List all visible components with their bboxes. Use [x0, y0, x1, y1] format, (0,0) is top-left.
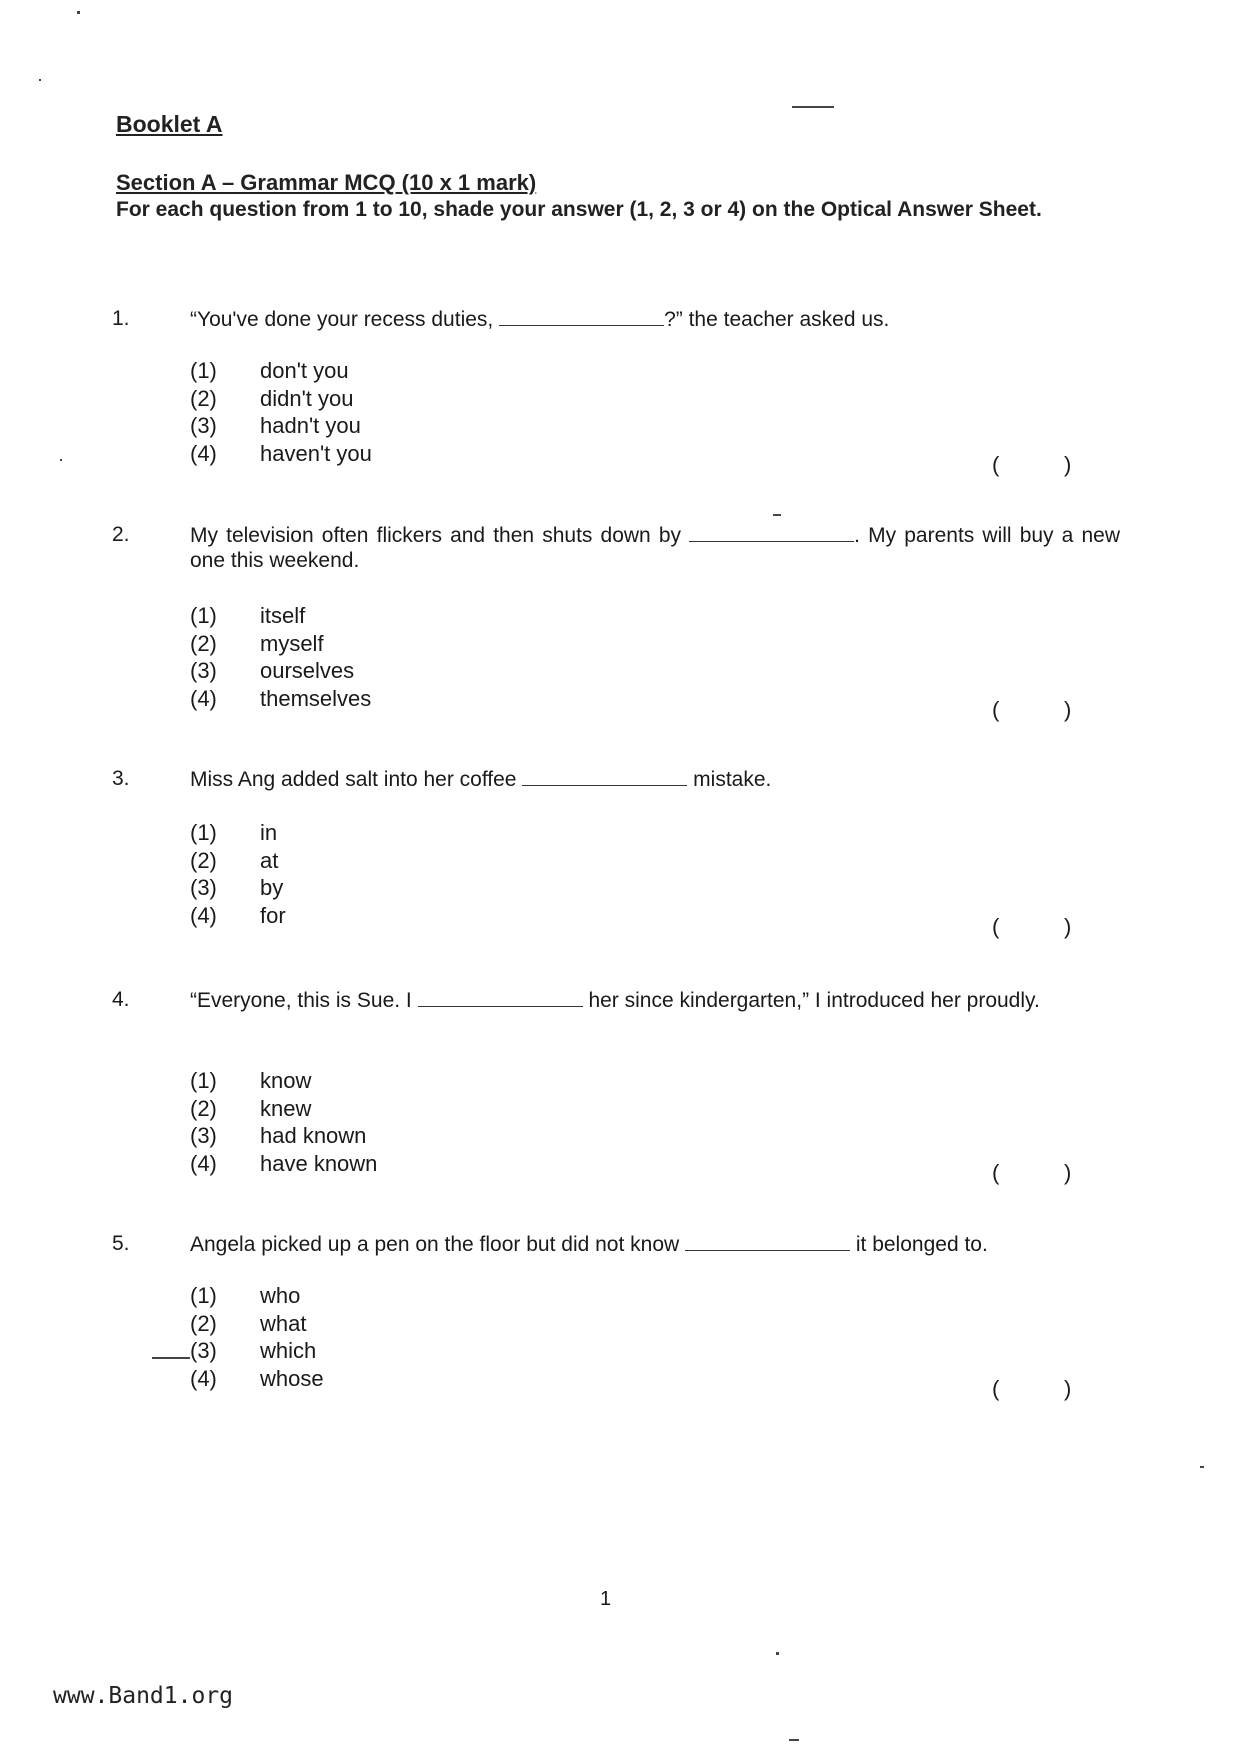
question-text-before: My television often flickers and then shuts down by [190, 524, 690, 547]
bracket-open: ( [992, 914, 1000, 939]
bracket-close: ) [1064, 697, 1072, 722]
question-text [190, 767, 1120, 792]
option-text: ourselves [260, 658, 355, 683]
option-number: (1) [190, 1283, 217, 1308]
scan-speck [77, 11, 80, 14]
option-number: (2) [190, 1310, 217, 1336]
question-text [190, 988, 1120, 1013]
bracket-open: ( [992, 1376, 1000, 1401]
option-number: (4) [190, 440, 217, 466]
option-number: (1) [190, 1068, 217, 1093]
bracket-open: ( [992, 452, 1000, 477]
option-number: (4) [190, 902, 217, 928]
option-text: what [260, 1310, 307, 1336]
option-text: hadn't you [260, 413, 361, 438]
answer-blank [418, 990, 583, 1007]
bracket-open: ( [992, 1160, 1000, 1185]
answer-bracket[interactable] [992, 452, 1072, 478]
question-text-after: ?” the teacher asked us. [664, 308, 890, 331]
option-number: (2) [190, 385, 217, 411]
option-number: (4) [190, 1365, 217, 1391]
scan-speck [60, 459, 62, 461]
option-text: know [260, 1068, 312, 1093]
question-text-after: . My parents will buy a new one this weekend. [190, 524, 1120, 572]
footer-url[interactable]: www.Band1.org [53, 1683, 234, 1709]
question-number: 3. [112, 767, 130, 790]
option-text: which [260, 1338, 317, 1363]
option-text: have known [260, 1150, 378, 1176]
option-number: (4) [190, 1150, 217, 1176]
question-text-before: “Everyone, this is Sue. I [190, 989, 418, 1012]
option-number: (1) [190, 358, 217, 383]
option-text: knew [260, 1095, 312, 1121]
question-number: 4. [112, 988, 130, 1011]
option-text: in [260, 820, 278, 845]
option-text: itself [260, 603, 306, 628]
instructions: For each question from 1 to 10, shade your answer (1, 2, 3 or 4) on the Optical Answer Sheet. [116, 198, 1042, 221]
question-text [190, 1232, 1120, 1257]
bracket-close: ) [1064, 452, 1072, 477]
question-number: 2. [112, 523, 130, 546]
scan-speck [773, 514, 781, 516]
answer-bracket[interactable] [992, 1160, 1072, 1186]
stray-pen-mark [152, 1357, 190, 1359]
answer-blank [522, 769, 687, 786]
question-text-after: her since kindergarten,” I introduced her proudly. [582, 989, 1040, 1012]
scan-speck [39, 79, 41, 81]
question-text-before: Angela picked up a pen on the floor but did not know [190, 1233, 686, 1256]
bracket-close: ) [1064, 914, 1072, 939]
answer-bracket[interactable] [992, 914, 1072, 940]
answer-blank [685, 1234, 850, 1251]
option-text: who [260, 1283, 301, 1308]
scan-speck [789, 1739, 799, 1741]
option-text: for [260, 902, 286, 928]
scan-speck [776, 1652, 779, 1655]
option-number: (3) [190, 1338, 217, 1363]
answer-bracket[interactable] [992, 1376, 1072, 1402]
option-number: (2) [190, 1095, 217, 1121]
section-title: Section A – Grammar MCQ (10 x 1 mark) [116, 170, 537, 195]
bracket-close: ) [1064, 1160, 1072, 1185]
bracket-open: ( [992, 697, 1000, 722]
option-text: haven't you [260, 440, 372, 466]
question-text-before: “You've done your recess duties, [190, 308, 500, 331]
option-number: (3) [190, 1123, 217, 1148]
option-number: (3) [190, 658, 217, 683]
question-text [190, 307, 1120, 332]
answer-bracket[interactable] [992, 697, 1072, 723]
scan-speck [1200, 1466, 1204, 1468]
option-text: themselves [260, 685, 372, 711]
option-text: didn't you [260, 385, 354, 411]
question-text [190, 523, 1120, 573]
question-text-after: mistake. [687, 768, 772, 791]
option-text: at [260, 847, 279, 873]
booklet-title: Booklet A [116, 111, 223, 137]
question-text-before: Miss Ang added salt into her coffee [190, 768, 523, 791]
answer-blank [689, 525, 854, 542]
page-number: 1 [600, 1588, 612, 1610]
option-number: (3) [190, 875, 217, 900]
option-text: whose [260, 1365, 324, 1391]
stray-pen-mark [792, 106, 834, 108]
option-number: (2) [190, 847, 217, 873]
option-number: (1) [190, 820, 217, 845]
option-number: (4) [190, 685, 217, 711]
question-text-after: it belonged to. [850, 1233, 988, 1256]
question-number: 1. [112, 307, 130, 330]
option-number: (2) [190, 630, 217, 656]
answer-blank [499, 309, 664, 326]
option-number: (3) [190, 413, 217, 438]
option-text: myself [260, 630, 324, 656]
option-text: had known [260, 1123, 367, 1148]
question-number: 5. [112, 1232, 130, 1255]
option-text: don't you [260, 358, 349, 383]
option-number: (1) [190, 603, 217, 628]
option-text: by [260, 875, 284, 900]
bracket-close: ) [1064, 1376, 1072, 1401]
